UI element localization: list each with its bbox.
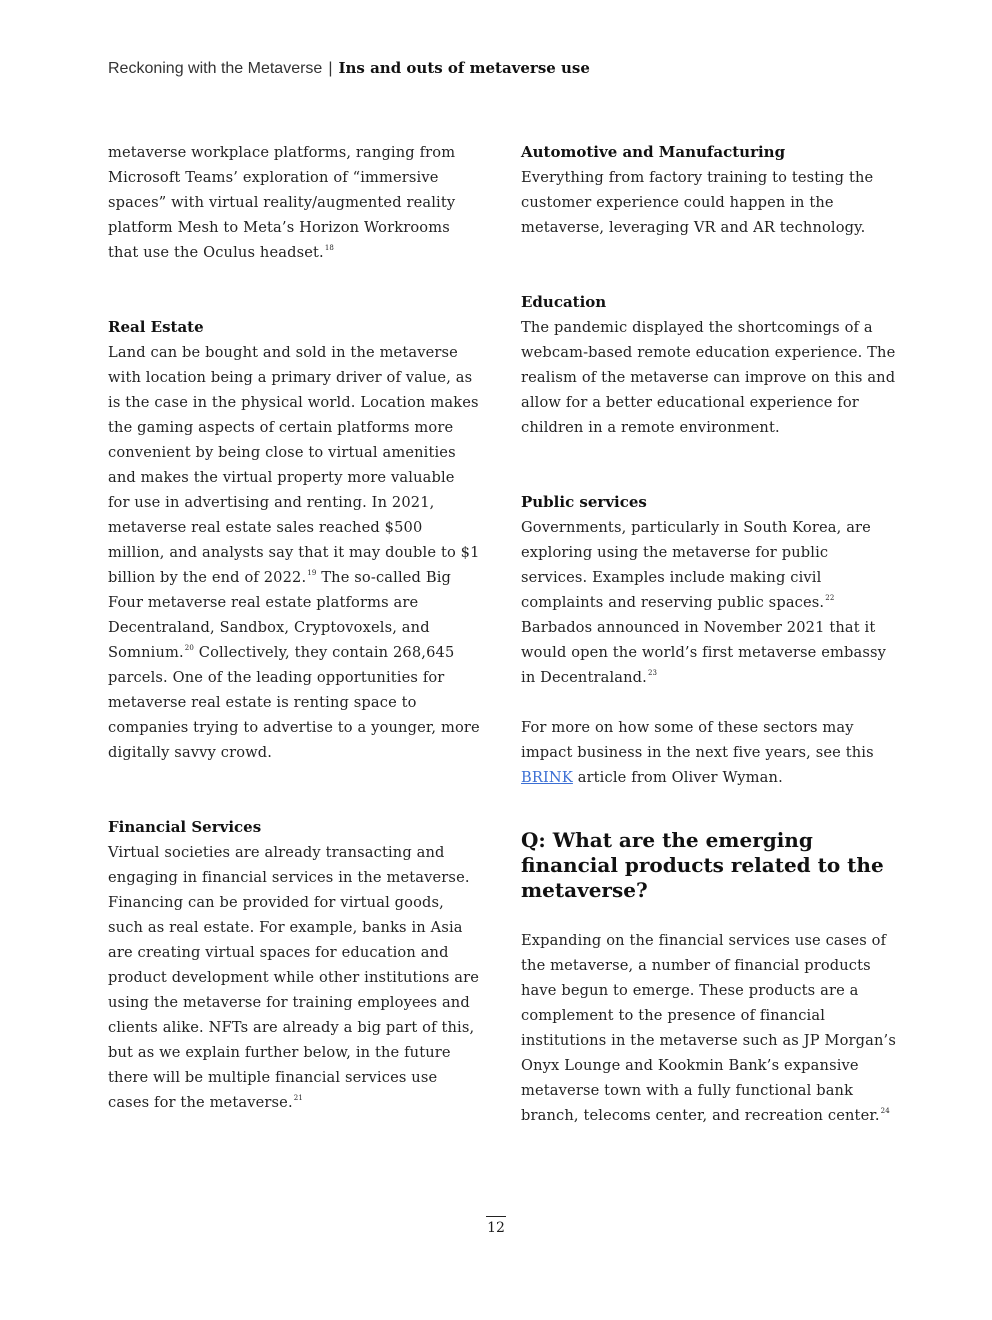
question-heading: Q: What are the emerging financial products related to the metaverse? [521, 828, 884, 902]
more-info-paragraph: For more on how some of these sectors may impact business in the next five years, see this BRINK article from Oliver Wyman. [521, 719, 874, 786]
footnote-ref: 24 [880, 1107, 890, 1115]
right-column [521, 140, 896, 1128]
publication-title: Reckoning with the Metaverse [108, 60, 323, 77]
footnote-ref: 19 [307, 569, 317, 577]
automotive-heading: Automotive and Manufacturing [521, 143, 786, 161]
automotive-paragraph: Everything from factory training to testing the customer experience could happen in the metaverse, leveraging VR and AR technology. [521, 169, 874, 236]
running-header [108, 57, 590, 80]
page-number: 12 [486, 1216, 506, 1238]
financial-services-paragraph: Virtual societies are already transacting and engaging in financial services in the metaverse. Financing can be provided for virtual goods, such as real estate. For example, banks in Asia are creating virtual spaces for education and product development while other institutions are using the metaverse for training employees and clients alike. NFTs are already a big part of this, but as we explain further below, in the future there will be multiple financial services use cases for the metaverse.$^{21}$ [108, 844, 480, 1111]
education-heading: Education [521, 293, 607, 311]
footnote-ref: 23 [647, 669, 658, 677]
footnote-ref: 18 [324, 244, 335, 252]
real-estate-paragraph: Land can be bought and sold in the metaverse with location being a primary driver of value, as is the case in the physical world. Location makes the gaming aspects of certain platforms more convenient by being close to virtual amenities and makes the virtual property more valuable for use in advertising and renting. In 2021, metaverse real estate sales reached $500 million, and analysts say that it may double to $1 billion by the end of 2022.19 The so-called Big Four metaverse real estate platforms are Decentraland, Sandbox, Cryptovoxels, and Somnium.$^{20}$ Collectively, they contain 268,645 parcels. One of the leading opportunities for metaverse real estate is renting space to companies trying to advertise to a younger, more digitally savvy crowd. [108, 344, 480, 761]
footnote-ref: 21 [293, 1094, 303, 1102]
footnote-ref: 20 [184, 644, 194, 652]
education-paragraph: The pandemic displayed the shortcomings of a webcam-based remote education experience. The realism of the metaverse can improve on this and allow for a better educational experience for children in a remote environment. [521, 319, 896, 436]
left-column [108, 140, 480, 1115]
intro-paragraph: metaverse workplace platforms, ranging from Microsoft Teams’ exploration of “immersive spaces” with virtual reality/augmented reality platform Mesh to Meta’s Horizon Workrooms that use the Oculus headset.$^{18}$ [108, 144, 456, 261]
brink-link[interactable]: BRINK [521, 769, 573, 786]
footnote-ref: 22 [825, 594, 835, 602]
question-paragraph: Expanding on the financial services use cases of the metaverse, a number of financial products have begun to emerge. These products are a complement to the presence of financial institutions in the metaverse such as JP Morgan’s Onyx Lounge and Kookmin Bank’s expansive metaverse town with a fully functional bank branch, telecoms center, and recreation center.$^{24}$ [521, 932, 896, 1124]
section-title: Ins and outs of metaverse use [338, 59, 590, 77]
public-services-paragraph: Governments, particularly in South Korea, are exploring using the metaverse for public services. Examples include making civil complaints and reserving public spaces.$^{22}$ Barbados announced in November 2021 that it would open the world’s first metaverse embassy in Decentraland.$^{23}$ [521, 519, 887, 686]
public-services-heading: Public services [521, 493, 647, 511]
financial-services-heading: Financial Services [108, 818, 262, 836]
real-estate-heading: Real Estate [108, 318, 204, 336]
header-separator: | [328, 60, 333, 77]
